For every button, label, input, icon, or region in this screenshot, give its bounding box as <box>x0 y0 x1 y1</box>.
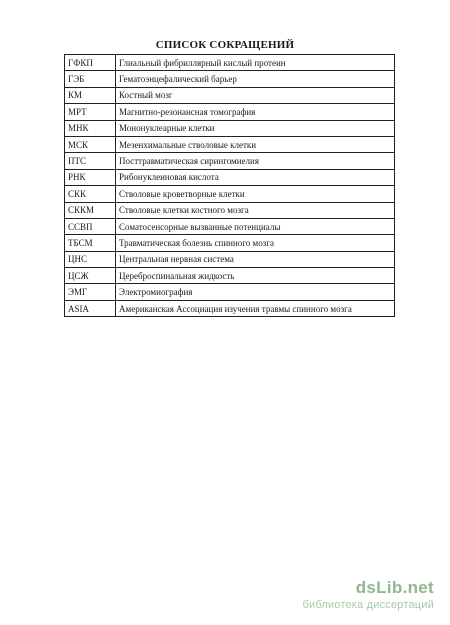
abbreviation-cell: ПТС <box>65 153 116 169</box>
watermark <box>302 578 434 611</box>
abbreviation-cell: ГФКП <box>65 55 116 71</box>
abbreviation-cell: МРТ <box>65 104 116 120</box>
table-row <box>65 87 395 103</box>
meaning-cell: Электромиография <box>116 284 395 300</box>
meaning-cell: Рибонуклеиновая кислота <box>116 169 395 185</box>
abbreviation-cell: ASIA <box>65 300 116 316</box>
meaning-cell: Мезенхимальные стволовые клетки <box>116 136 395 152</box>
table-row <box>65 71 395 87</box>
abbreviation-cell: МСК <box>65 136 116 152</box>
meaning-cell: Цереброспинальная жидкость <box>116 268 395 284</box>
watermark-subtitle: библиотека диссертаций <box>302 599 434 611</box>
table-row <box>65 284 395 300</box>
table-row <box>65 169 395 185</box>
meaning-cell: Мононуклеарные клетки <box>116 120 395 136</box>
table-row <box>65 104 395 120</box>
table-row <box>65 251 395 267</box>
meaning-cell: Соматосенсорные вызванные потенциалы <box>116 218 395 234</box>
meaning-cell: Центральная нервная система <box>116 251 395 267</box>
abbreviation-cell: ГЭБ <box>65 71 116 87</box>
table-row <box>65 55 395 71</box>
table-row <box>65 186 395 202</box>
abbreviations-table <box>64 54 395 317</box>
abbreviation-cell: ЭМГ <box>65 284 116 300</box>
abbreviation-cell: СКК <box>65 186 116 202</box>
abbreviation-cell: ЦСЖ <box>65 268 116 284</box>
abbreviation-cell: МНК <box>65 120 116 136</box>
abbreviation-cell: КМ <box>65 87 116 103</box>
abbreviation-cell: СККМ <box>65 202 116 218</box>
meaning-cell: Гематоэнцефалический барьер <box>116 71 395 87</box>
abbreviation-cell: ТБСМ <box>65 235 116 251</box>
meaning-cell: Глиальный фибриллярный кислый протеин <box>116 55 395 71</box>
abbreviation-cell: ЦНС <box>65 251 116 267</box>
table-row <box>65 153 395 169</box>
table-row <box>65 268 395 284</box>
table-row <box>65 202 395 218</box>
meaning-cell: Стволовые кроветворные клетки <box>116 186 395 202</box>
meaning-cell: Посттравматическая сирингомиелия <box>116 153 395 169</box>
table-row <box>65 235 395 251</box>
meaning-cell: Травматическая болезнь спинного мозга <box>116 235 395 251</box>
table-row <box>65 136 395 152</box>
table-row <box>65 218 395 234</box>
page-title: СПИСОК СОКРАЩЕНИЙ <box>155 39 295 51</box>
abbreviation-cell: ССВП <box>65 218 116 234</box>
meaning-cell: Американская Ассоциация изучения травмы спинного мозга <box>116 300 395 316</box>
watermark-logo: dsLib.net <box>355 578 434 597</box>
abbreviation-cell: РНК <box>65 169 116 185</box>
meaning-cell: Стволовые клетки костного мозга <box>116 202 395 218</box>
meaning-cell: Костный мозг <box>116 87 395 103</box>
table-row <box>65 300 395 316</box>
table-row <box>65 120 395 136</box>
meaning-cell: Магнитно-резонансная томография <box>116 104 395 120</box>
